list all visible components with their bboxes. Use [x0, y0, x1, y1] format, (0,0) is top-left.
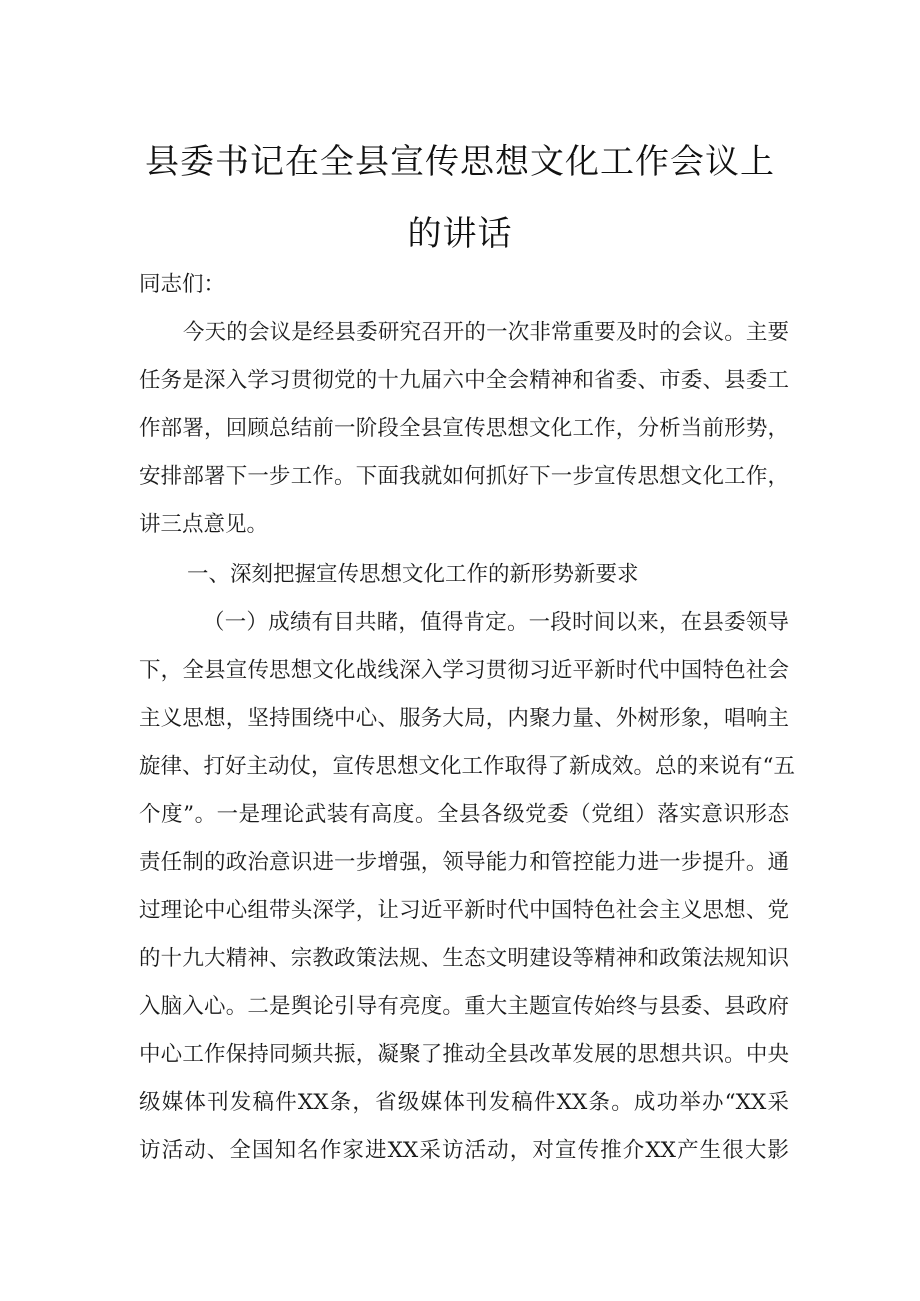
paragraph-line: 中心工作保持同频共振，凝聚了推动全县改革发展的思想共识。中央 [139, 1042, 789, 1067]
paragraph-line: 的十九大精神、宗教政策法规、生态文明建设等精神和政策法规知识 [139, 946, 789, 971]
document-title-line-2: 的讲话 [407, 214, 513, 254]
document-title-line-1: 县委书记在全县宣传思想文化工作会议上 [145, 142, 775, 182]
paragraph-line: 过理论中心组带头深学，让习近平新时代中国特色社会主义思想、党 [139, 898, 789, 923]
paragraph-line: 任务是深入学习贯彻党的十九届六中全会精神和省委、市委、县委工 [139, 368, 789, 393]
section-heading: 一、深刻把握宣传思想文化工作的新形势新要求 [187, 562, 639, 587]
paragraph-line: 讲三点意见。 [139, 512, 269, 537]
paragraph-line: 级媒体刊发稿件XX条，省级媒体刊发稿件XX条。成功举办“XX采 [139, 1090, 789, 1115]
paragraph-line: 下，全县宣传思想文化战线深入学习贯彻习近平新时代中国特色社会 [139, 658, 789, 683]
paragraph-line: 责任制的政治意识进一步增强，领导能力和管控能力进一步提升。通 [139, 850, 789, 875]
paragraph-line: 今天的会议是经县委研究召开的一次非常重要及时的会议。主要 [183, 320, 789, 345]
paragraph-line: 安排部署下一步工作。下面我就如何抓好下一步宣传思想文化工作， [139, 464, 789, 489]
paragraph-line: 旋律、打好主动仗，宣传思想文化工作取得了新成效。总的来说有“五 [139, 754, 795, 779]
paragraph-line: 访活动、全国知名作家进XX采访活动，对宣传推介XX产生很大影 [139, 1138, 789, 1163]
paragraph-line: 入脑入心。二是舆论引导有亮度。重大主题宣传始终与县委、县政府 [139, 994, 789, 1019]
paragraph-line: 主义思想，坚持围绕中心、服务大局，内聚力量、外树形象，唱响主 [139, 706, 789, 731]
paragraph-line: （一）成绩有目共睹，值得肯定。一段时间以来，在县委领导 [203, 610, 789, 635]
paragraph-line: 作部署，回顾总结前一阶段全县宣传思想文化工作，分析当前形势， [139, 416, 789, 441]
paragraph-line: 个度”。一是理论武装有高度。全县各级党委（党组）落实意识形态 [139, 802, 789, 827]
salutation: 同志们： [139, 272, 226, 297]
